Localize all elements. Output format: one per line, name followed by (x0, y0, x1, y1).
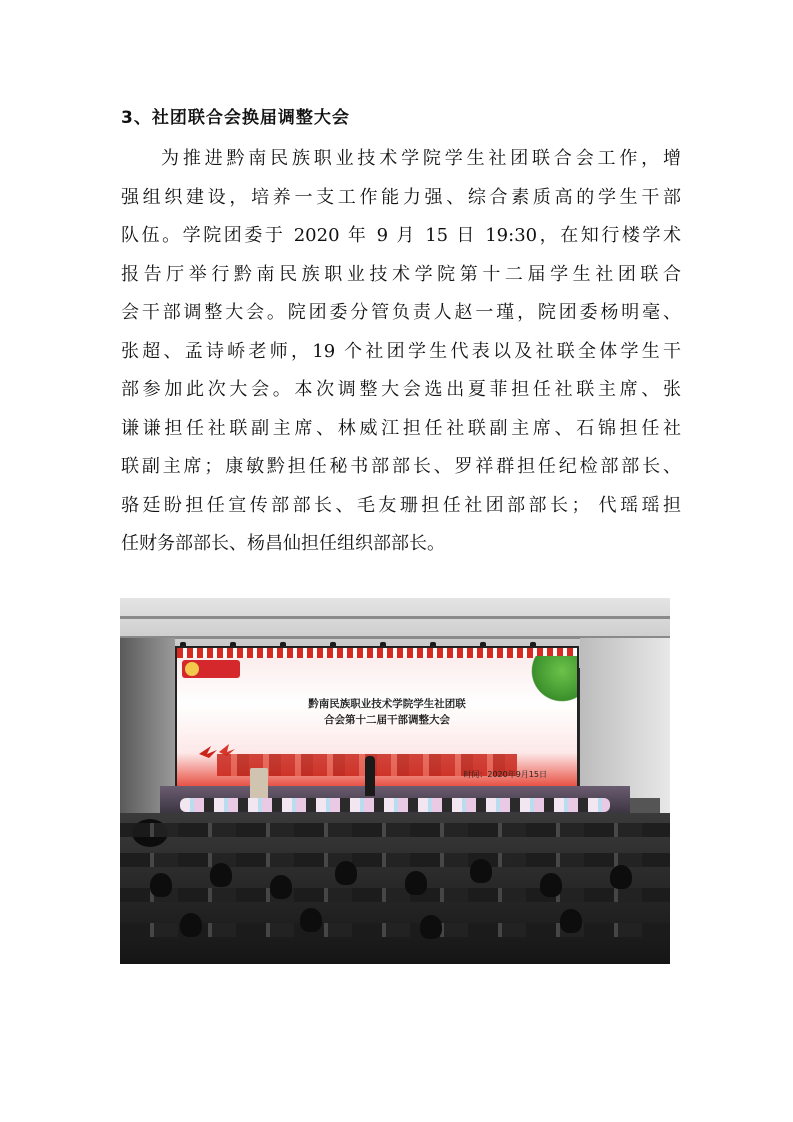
audience-head (335, 861, 357, 885)
seat-row (120, 923, 670, 937)
ceiling-beam (120, 616, 670, 619)
screen-date: 时间：2020年9月15日 (463, 770, 547, 779)
seat-row (120, 888, 670, 902)
paragraph-line: 会干部调整大会。院团委分管负责人赵一瑾，院团委杨明毫、 (121, 302, 681, 323)
audience-head (270, 875, 292, 899)
paragraph-line: 强组织建设，培养一支工作能力强、综合素质高的学生干部 (121, 186, 681, 208)
college-logo (182, 660, 240, 678)
seat-row (120, 823, 670, 837)
audience-head (210, 863, 232, 887)
audience-head (470, 859, 492, 883)
screen-title-line: 合会第十二届干部调整大会 (324, 714, 450, 726)
audience-head (560, 909, 582, 933)
body-paragraph (121, 140, 681, 564)
audience-head (610, 865, 632, 889)
paragraph-line: 任财务部部长、杨昌仙担任组织部部长。 (121, 533, 445, 554)
paragraph-line: 队伍。学院团委于 2020 年 9 月 15 日 19:30，在知行楼学术 (121, 225, 681, 246)
audience-head (405, 871, 427, 895)
audience-head (300, 908, 322, 932)
logo-emblem-icon (185, 662, 199, 676)
paragraph-line: 为推进黔南民族职业技术学院学生社团联合会工作，增 (161, 148, 681, 169)
stage-flowers (180, 798, 610, 812)
podium (250, 768, 268, 802)
event-photo (120, 598, 670, 964)
section-heading: 3、社团联合会换届调整大会 (121, 108, 350, 128)
audience-head (540, 873, 562, 897)
paragraph-line: 骆廷盼担任宣传部部长、毛友珊担任社团部部长； 代瑶瑶担 (121, 494, 681, 516)
screen-banner (177, 648, 577, 658)
screen-title (237, 696, 537, 728)
audience-head (420, 915, 442, 939)
paragraph-line: 联副主席；康敏黔担任秘书部部长、罗祥群担任纪检部部长、 (121, 456, 681, 477)
audience-head (180, 913, 202, 937)
paragraph-line: 谦谦担任社联副主席、林威江担任社联副主席、石锦担任社 (121, 417, 681, 439)
speaker-figure (365, 756, 375, 796)
paragraph-line: 部参加此次大会。本次调整大会选出夏菲担任社联主席、张 (121, 379, 681, 400)
audience (120, 813, 670, 964)
led-screen (175, 646, 579, 790)
seat-row (120, 853, 670, 867)
screen-title-line: 黔南民族职业技术学院学生社团联 (308, 698, 466, 710)
audience-head (150, 873, 172, 897)
paragraph-line: 张超、孟诗峤老师，19 个社团学生代表以及社联全体学生干 (121, 340, 681, 362)
paragraph-line: 报告厅举行黔南民族职业技术学院第十二届学生社团联合 (121, 263, 681, 285)
